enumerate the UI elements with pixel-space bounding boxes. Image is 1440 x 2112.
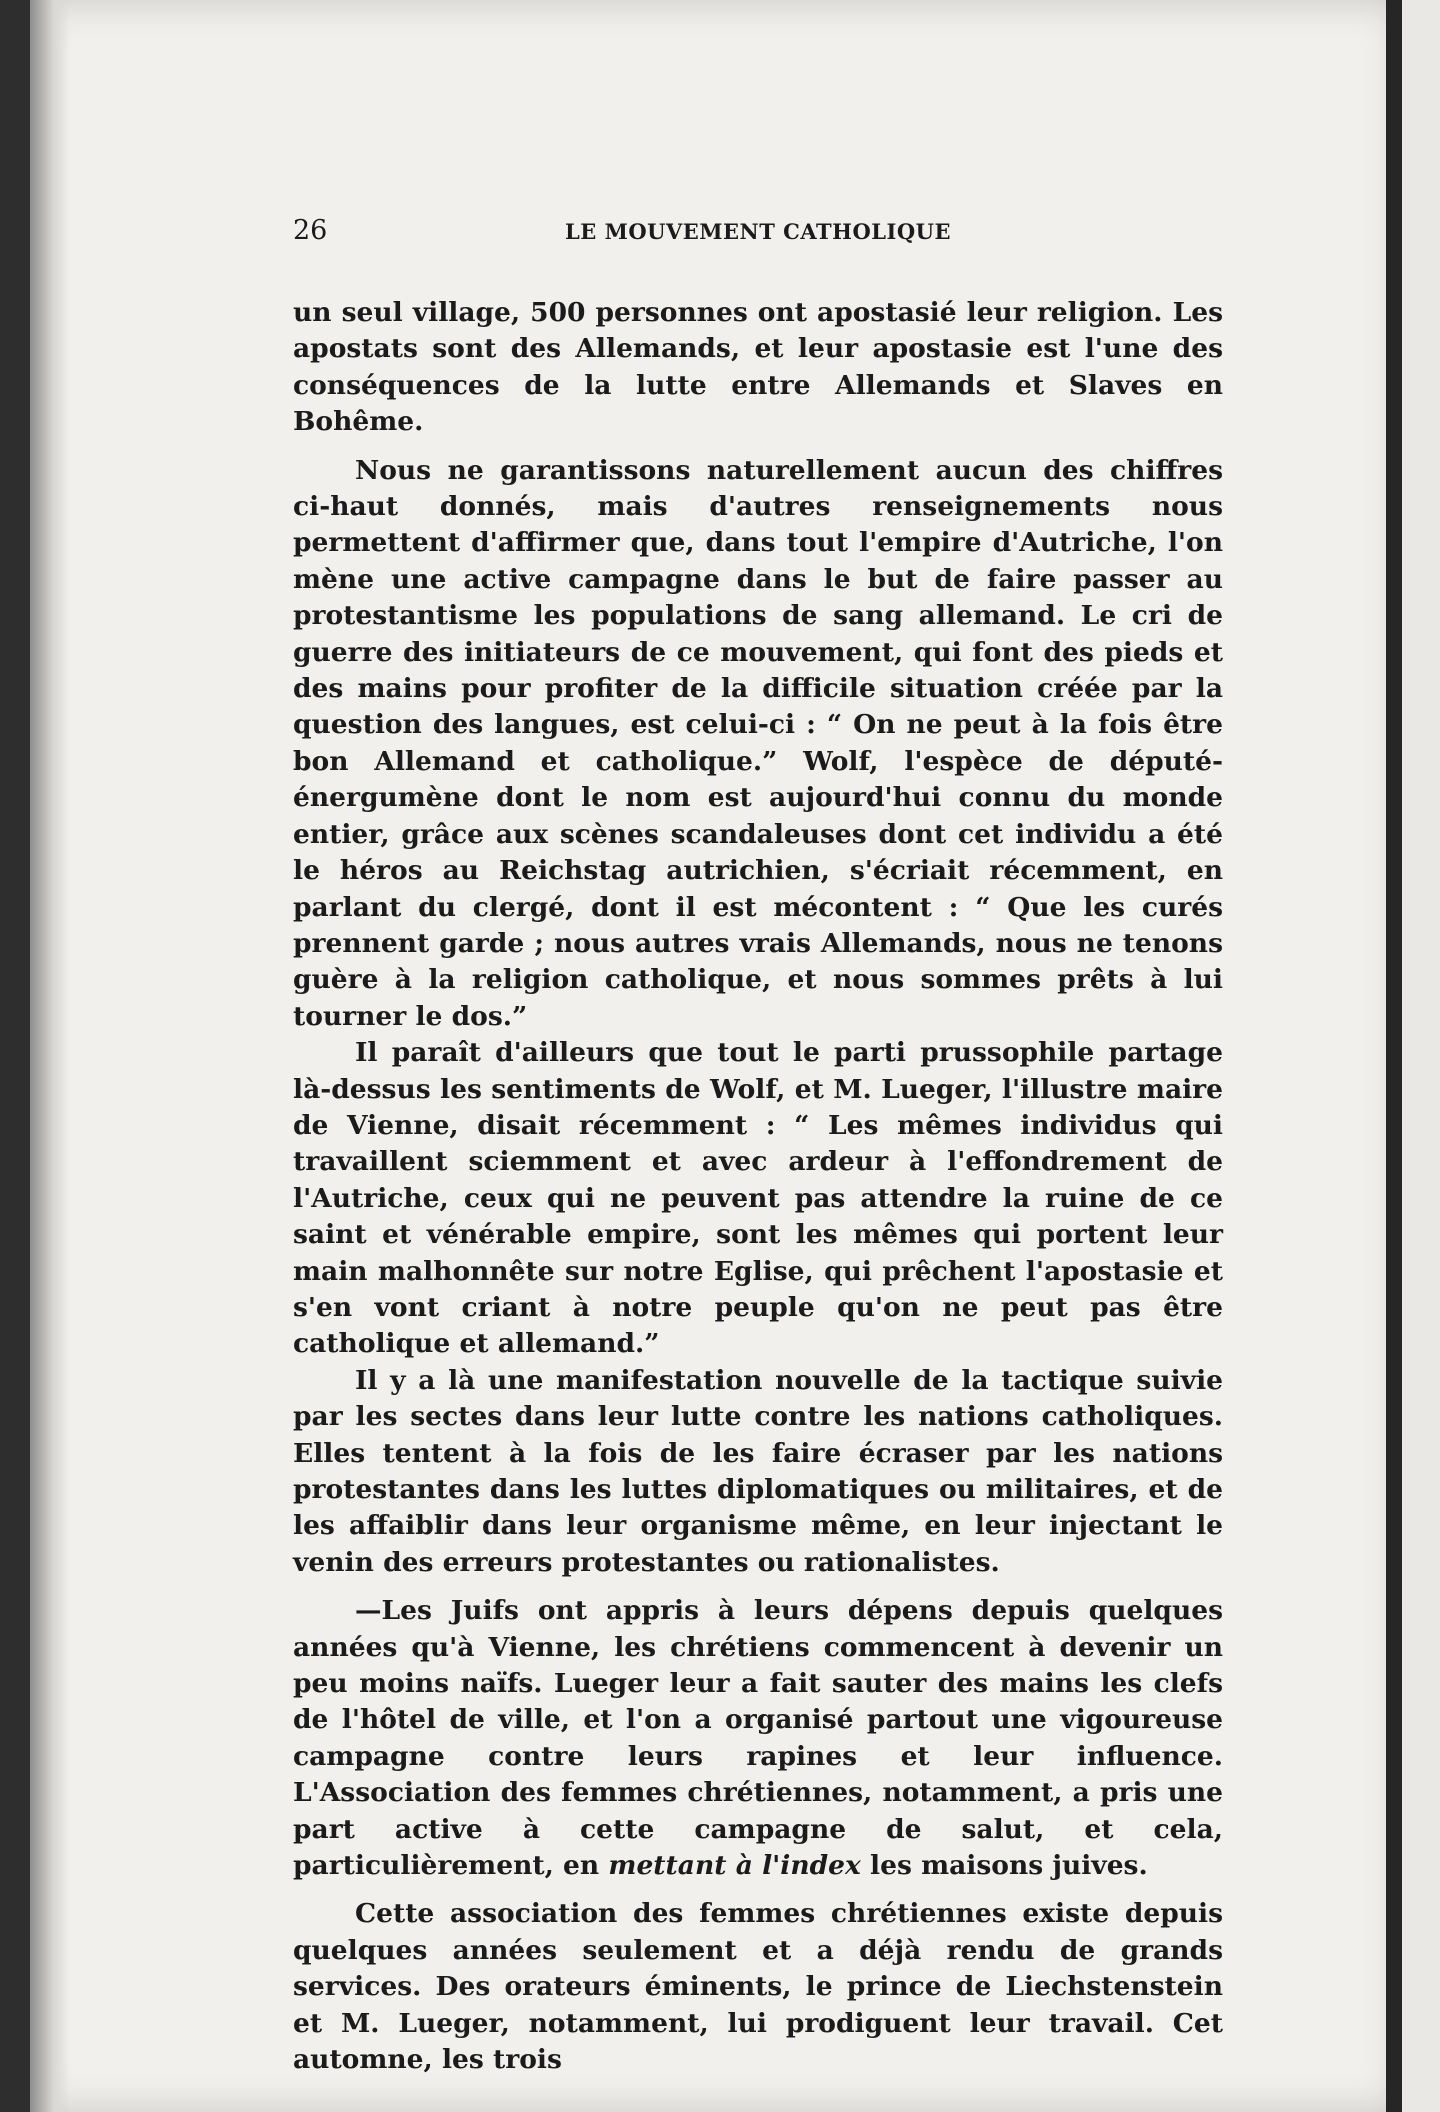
paragraph-jews-vienna <box>293 1593 1223 1884</box>
paragraph-continued: un seul village, 500 personnes ont apostasié leur religion. Les apostats sont des Allemands, et leur apostasie est l'une des conséquences de la lutte entre Allemands et Slaves en Bohême. <box>293 297 1223 438</box>
running-head-title: LE MOUVEMENT CATHOLIQUE <box>565 219 951 244</box>
paragraph-text-after-emphasis: les maisons juives. <box>860 1850 1148 1882</box>
paragraph-text-before-emphasis: —Les Juifs ont appris à leurs dépens depuis quelques années qu'à Vienne, les chrétiens commencent à devenir un peu moins naïfs. Lueger leur a fait sauter des mains les clefs de l'hôtel de ville, et l'on a organisé partout une vigoureuse campagne contre leurs rapines et leur influence. L'Association des femmes chrétiennes, notamment, a pris une part active à cette campagne de salut, et cela, particulièrement, en <box>293 1595 1223 1882</box>
paragraph-lueger: Il paraît d'ailleurs que tout le parti prussophile partage là-dessus les sentiments de Wolf, et M. Lueger, l'illustre maire de Vienne, disait récemment : “ Les mêmes individus qui travaillent sciemment et avec ardeur à l'effondrement de l'Autriche, ceux qui ne peuvent pas attendre la ruine de ce saint et vénérable empire, sont les mêmes qui portent leur main malhonnête sur notre Eglise, qui prêchent l'apostasie et s'en vont criant à notre peuple qu'on ne peut pas être catholique et allemand.” <box>293 1037 1223 1360</box>
page-content <box>293 215 1223 2091</box>
paragraph-wolf: Nous ne garantissons naturellement aucun des chiffres ci-haut donnés, mais d'autres renseignements nous permettent d'affirmer que, dans tout l'empire d'Autriche, l'on mène une active campagne dans le but de faire passer au protestantisme les populations de sang allemand. Le cri de guerre des initiateurs de ce mouvement, qui font des pieds et des mains pour profiter de la difficile situation créée par la question des langues, est celui-ci : “ On ne peut à la fois être bon Allemand et catholique.” Wolf, l'espèce de député-énergumène dont le nom est aujourd'hui connu du monde entier, grâce aux scènes scandaleuses dont cet individu a été le héros au Reichstag autrichien, s'écriait récemment, en parlant du clergé, dont il est mécontent : “ Que les curés prennent garde ; nous autres vrais Allemands, nous ne tenons guère à la religion catholique, et nous sommes prêts à lui tourner le dos.” <box>293 454 1223 1032</box>
paragraph-tactics: Il y a là une manifestation nouvelle de la tactique suivie par les sectes dans leur lutte contre les nations catholiques. Elles tentent à la fois de les faire écraser par les nations protestantes dans les luttes diplomatiques ou militaires, et de les affaiblir dans leur organisme même, en leur injectant le venin des erreurs protestantes ou rationalistes. <box>293 1364 1223 1578</box>
page-number: 26 <box>293 215 328 246</box>
book-gutter <box>1386 0 1402 2112</box>
emphasis-text: mettant à l'index <box>608 1850 861 1882</box>
page-fold-shadow <box>30 0 70 2112</box>
scan-border-left <box>0 0 30 2112</box>
paragraph-association: Cette association des femmes chrétiennes existe depuis quelques années seulement et a déjà rendu de grands services. Des orateurs éminents, le prince de Liechstenstein et M. Lueger, notamment, lui prodiguent leur travail. Cet automne, les trois <box>293 1898 1223 2076</box>
adjacent-page-edge <box>1402 0 1440 2112</box>
running-head <box>293 215 1223 255</box>
